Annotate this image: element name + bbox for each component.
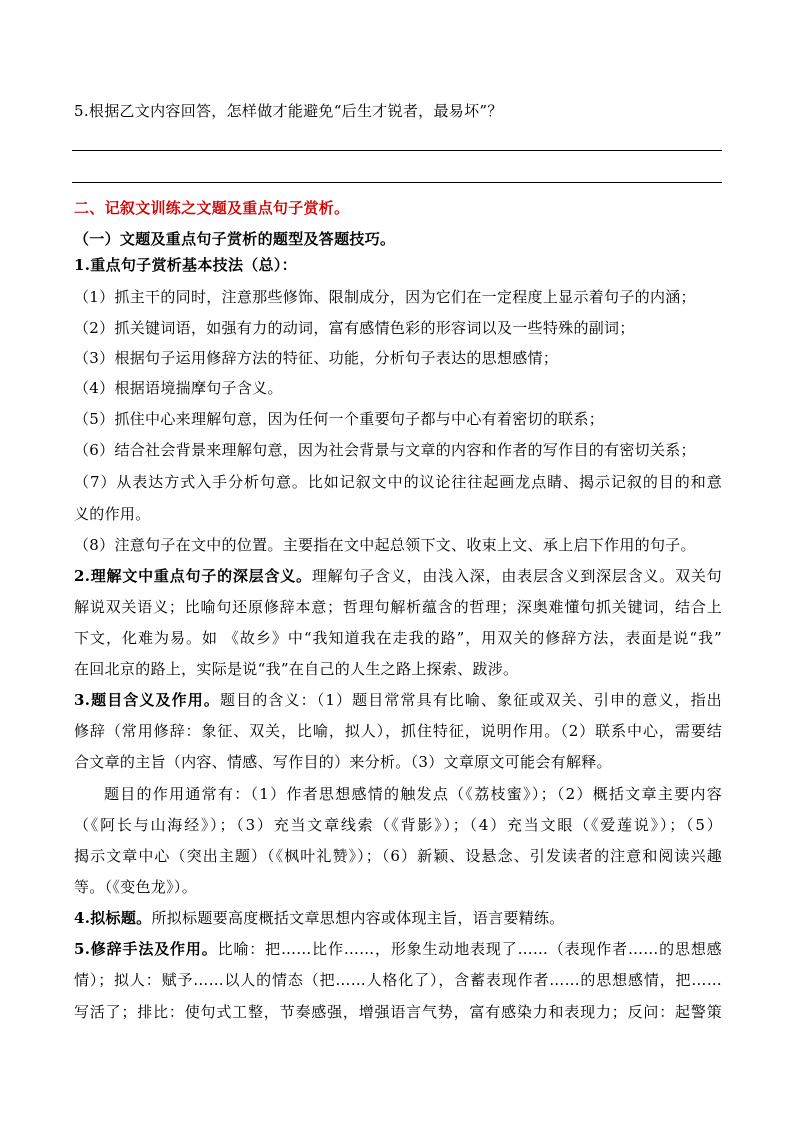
- subsection-heading: （一）文题及重点句子赏析的题型及答题技巧。: [74, 230, 396, 248]
- answer-line-2: [72, 182, 722, 183]
- method-6: （6）结合社会背景来理解句意，因为社会背景与文章的内容和作者的写作目的有密切关系；: [74, 441, 696, 459]
- item4-line: [74, 908, 722, 928]
- item5-line-1: [74, 939, 722, 959]
- item3-line-4: 题目的作用通常有：（1）作者思想感情的触发点（《荔枝蜜》）；（2）概括文章主要内容: [104, 785, 722, 803]
- question-5: 5.根据乙文内容回答，怎样做才能避免“后生才锐者，最易坏”？: [74, 102, 503, 120]
- item2-title: 2.理解文中重点句子的深层含义。: [74, 567, 312, 585]
- item2-line-1: [74, 566, 722, 586]
- method-7-cont: 义的作用。: [74, 505, 151, 523]
- item3-line-2: 修辞（常用修辞：象征、双关，比喻，拟人），抓住特征，说明作用。（2）联系中心，需要结: [74, 722, 722, 740]
- section-heading: 二、记叙文训练之文题及重点句子赏析。: [74, 199, 350, 217]
- item4-text: 所拟标题要高度概括文章思想内容或体现主旨，语言要精练。: [151, 909, 565, 927]
- method-3: （3）根据句子运用修辞方法的特征、功能，分析句子表达的思想感情；: [74, 349, 559, 367]
- method-2: （2）抓关键词语，如强有力的动词，富有感情色彩的形容词以及一些特殊的副词；: [74, 319, 635, 337]
- item4-title: 4.拟标题。: [74, 909, 152, 927]
- item3-line-6: 揭示文章中心（突出主题）（《枫叶礼赞》）；（6）新颖、设悬念、引发读者的注意和阅读兴趣: [74, 847, 722, 865]
- item2-line-2: 解说双关语义；比喻句还原修辞本意；哲理句解析蕴含的哲理；深奥难懂句抓关键词，结合上: [74, 598, 722, 616]
- item2-line-3: 下文，化难为易。如 《故乡》中“我知道我在走我的路”，用双关的修辞方法，表面是说“我”: [74, 629, 722, 647]
- item5-text: 比喻：把……比作……，形象生动地表现了……（表现作者……的思想感: [217, 940, 722, 958]
- method-8: （8）注意句子在文中的位置。主要指在文中起总领下文、收束上文、承上启下作用的句子。: [74, 536, 696, 554]
- item3-line-3: 合文章的主旨（内容、情感、写作目的）来分析。（3）文章原文可能会有解释。: [74, 753, 612, 771]
- item3-text: 题目的含义：（1）题目常常具有比喻、象征或双关、引申的意义，指出: [220, 691, 722, 709]
- item5-line-3: 写活了；排比：使句式工整，节奏感强，增强语言气势，富有感染力和表现力；反问：起警策: [74, 1003, 722, 1021]
- item3-title: 3.题目含义及作用。: [74, 691, 221, 709]
- item2-line-4: 在回北京的路上，实际是说“我”在自己的人生之路上探索、跋涉。: [74, 660, 519, 678]
- method-1: （1）抓主干的同时，注意那些修饰、限制成分，因为它们在一定程度上显示着句子的内涵；: [74, 288, 696, 306]
- item5-title: 5.修辞手法及作用。: [74, 940, 218, 958]
- item5-line-2: 情）；拟人：赋予……以人的情态（把……人格化了），含蓄表现作者……的思想感情，把……: [74, 971, 722, 989]
- method-5: （5）抓住中心来理解句意，因为任何一个重要句子都与中心有着密切的联系；: [74, 410, 605, 428]
- item3-line-1: [74, 690, 722, 710]
- answer-line-1: [72, 150, 722, 151]
- item1-title: 1.重点句子赏析基本技法（总）：: [74, 256, 297, 274]
- item2-text: 理解句子含义，由浅入深，由表层含义到深层含义。双关句: [311, 567, 722, 585]
- item3-line-5: （《阿长与山海经》）；（3）充当文章线索（《背影》）；（4）充当文眼（《爱莲说》）；（5）: [74, 816, 722, 834]
- method-4: （4）根据语境揣摩句子含义。: [74, 379, 283, 397]
- item3-line-7: 等。（《变色龙》）。: [74, 878, 198, 896]
- method-7: （7）从表达方式入手分析句意。比如记叙文中的议论往往起画龙点睛、揭示记叙的目的和意: [74, 473, 722, 491]
